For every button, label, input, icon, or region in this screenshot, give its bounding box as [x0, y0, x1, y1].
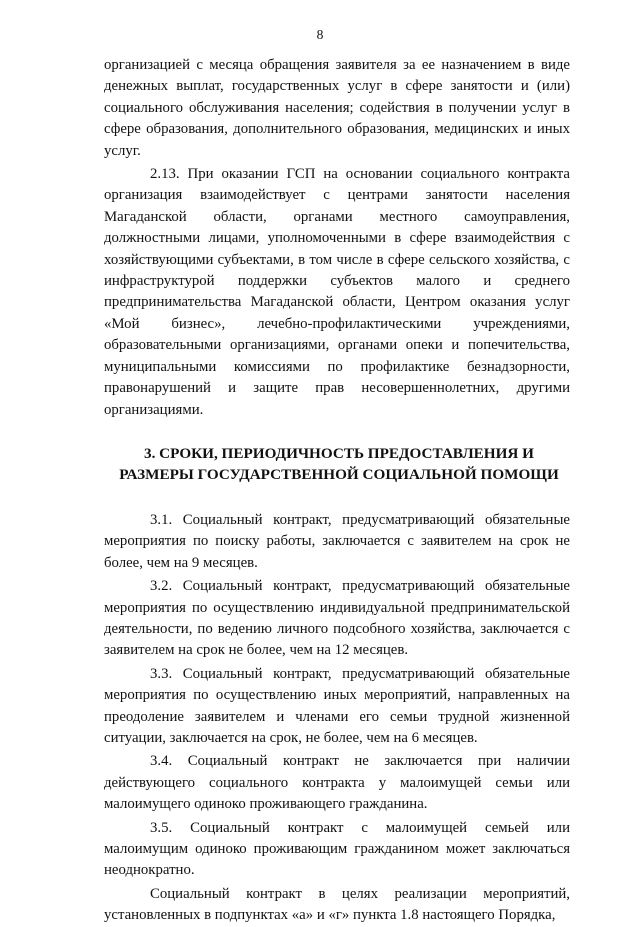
- section-heading: 3. СРОКИ, ПЕРИОДИЧНОСТЬ ПРЕДОСТАВЛЕНИЯ И РАЗМЕРЫ ГОСУДАРСТВЕННОЙ СОЦИАЛЬНОЙ ПОМОЩИ: [119, 444, 559, 483]
- paragraph-3-3: 3.3. Социальный контракт, предусматривающий обязательные мероприятия по осуществлению иных мероприятий, направленных на преодоление заявителем и членами его семьи трудной жизненной ситуации, заключается на срок, не более, чем на 6 месяцев.: [104, 665, 570, 746]
- paragraph-2-13: 2.13. При оказании ГСП на основании социального контракта организация взаимодействует с центрами занятости населения Магаданской области, органами местного самоуправления, должностными лицами, уполномоченными в сфере взаимодействия с хозяйствующими субъектами, в том числе в сфере сельского хозяйства, с инфраструктурой поддержки субъектов малого и среднего предпринимательства Магаданской области, Центром оказания услуг «Мой бизнес», лечебно-профилактическими учреждениями, образовательными организациями, органами опеки и попечительства, муниципальными комиссиями по профилактике безнадзорности, правонарушений и защите прав несовершеннолетних, другими организациями.: [104, 166, 570, 418]
- paragraph-social-contract: Социальный контракт в целях реализации мероприятий, установленных в подпунктах «а» и «г» пункта 1.8 настоящего Порядка,: [104, 885, 570, 924]
- paragraph-3-4: 3.4. Социальный контракт не заключается при наличии действующего социального контракта у малоимущей семьи или малоимущего одиноко проживающего гражданина.: [104, 753, 570, 813]
- paragraph-continuation: организацией с месяца обращения заявителя за ее назначением в виде денежных выплат, государственных услуг в сфере занятости и (или) социального обслуживания населения; содействия в получении услуг в сфере образования, дополнительного образования, медицинских и иных услуг.: [104, 57, 570, 159]
- page-number: 8: [316, 27, 324, 42]
- document-body: [104, 55, 570, 927]
- paragraph-3-1: 3.1. Социальный контракт, предусматривающий обязательные мероприятия по поиску работы, заключается с заявителем на срок не более, чем на 9 месяцев.: [104, 511, 570, 571]
- paragraph-3-5: 3.5. Социальный контракт с малоимущей семьей или малоимущим одиноко проживающим гражданином может заключаться неоднократно.: [104, 819, 570, 879]
- paragraph-3-2: 3.2. Социальный контракт, предусматривающий обязательные мероприятия по осуществлению индивидуальной предпринимательской деятельности, по ведению личного подсобного хозяйства, заключается с заявителем на срок не более, чем на 12 месяцев.: [104, 578, 570, 659]
